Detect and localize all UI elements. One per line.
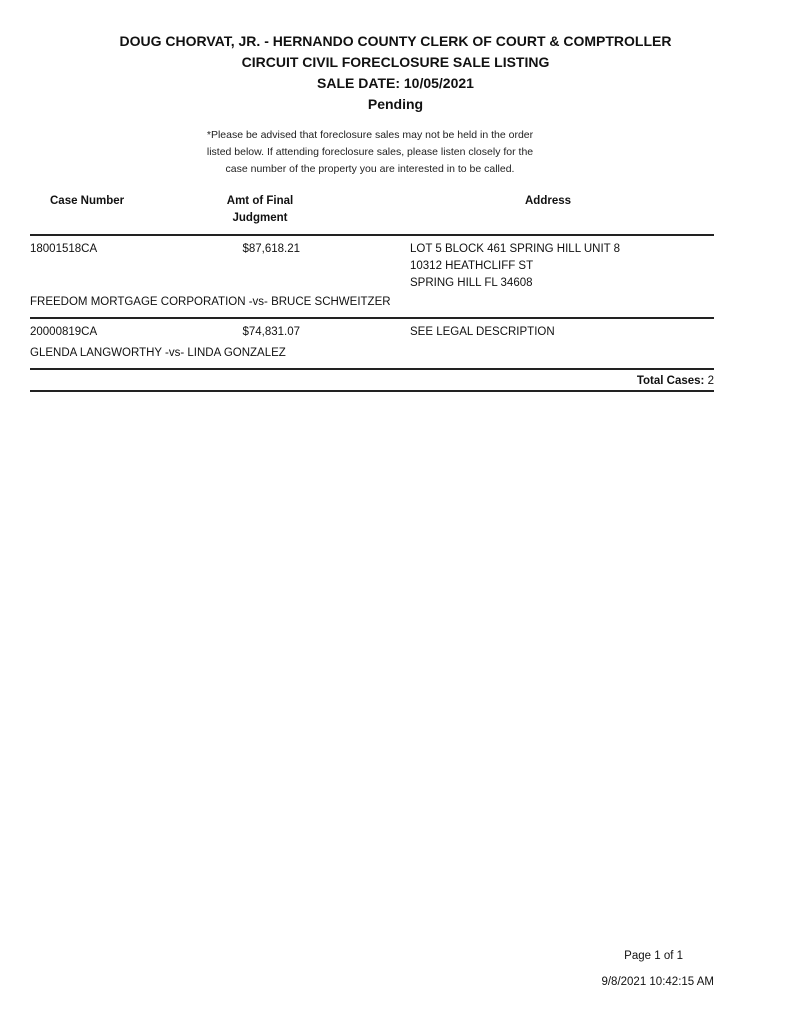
listing-title: CIRCUIT CIVIL FORECLOSURE SALE LISTING — [241, 54, 550, 70]
case-number: 20000819CA — [30, 326, 98, 338]
total-cases — [637, 373, 714, 390]
page-number: Page 1 of 1 — [624, 950, 683, 962]
print-timestamp: 9/8/2021 10:42:15 AM — [601, 976, 714, 988]
address-line: 10312 HEATHCLIFF ST — [410, 260, 534, 272]
address-line: SPRING HILL FL 34608 — [410, 277, 533, 289]
column-header-address: Address — [524, 195, 572, 207]
notice-line: listed below. If attending foreclosure sales, please listen closely for the — [206, 146, 534, 158]
case-number: 18001518CA — [30, 243, 98, 255]
status-label: Pending — [367, 96, 424, 112]
column-header-case-number: Case Number — [50, 195, 125, 207]
case-parties: FREEDOM MORTGAGE CORPORATION -vs- BRUCE SCHWEITZER — [30, 296, 391, 308]
totals-divider — [30, 390, 714, 392]
row-divider — [30, 317, 714, 319]
total-cases-label: Total Cases: — [636, 375, 705, 387]
case-parties: GLENDA LANGWORTHY -vs- LINDA GONZALEZ — [30, 347, 286, 359]
column-header-amount — [200, 193, 320, 227]
judgment-amount: $87,618.21 — [242, 243, 300, 255]
row-divider — [30, 368, 714, 370]
sale-date: SALE DATE: 10/05/2021 — [317, 75, 474, 91]
column-header-amount-line: Judgment — [232, 212, 288, 224]
column-header-amount-line: Amt of Final — [226, 195, 294, 207]
notice-line: *Please be advised that foreclosure sales may not be held in the order — [206, 129, 534, 141]
address-line: SEE LEGAL DESCRIPTION — [410, 326, 555, 338]
notice-line: case number of the property you are interested in to be called. — [225, 163, 515, 175]
judgment-amount: $74,831.07 — [242, 326, 300, 338]
clerk-title: DOUG CHORVAT, JR. - HERNANDO COUNTY CLERK OF COURT & COMPTROLLER — [119, 33, 672, 49]
total-cases-value: 2 — [707, 375, 714, 387]
header-divider — [30, 234, 714, 236]
address-line: LOT 5 BLOCK 461 SPRING HILL UNIT 8 — [410, 243, 621, 255]
notice-text — [150, 127, 590, 178]
